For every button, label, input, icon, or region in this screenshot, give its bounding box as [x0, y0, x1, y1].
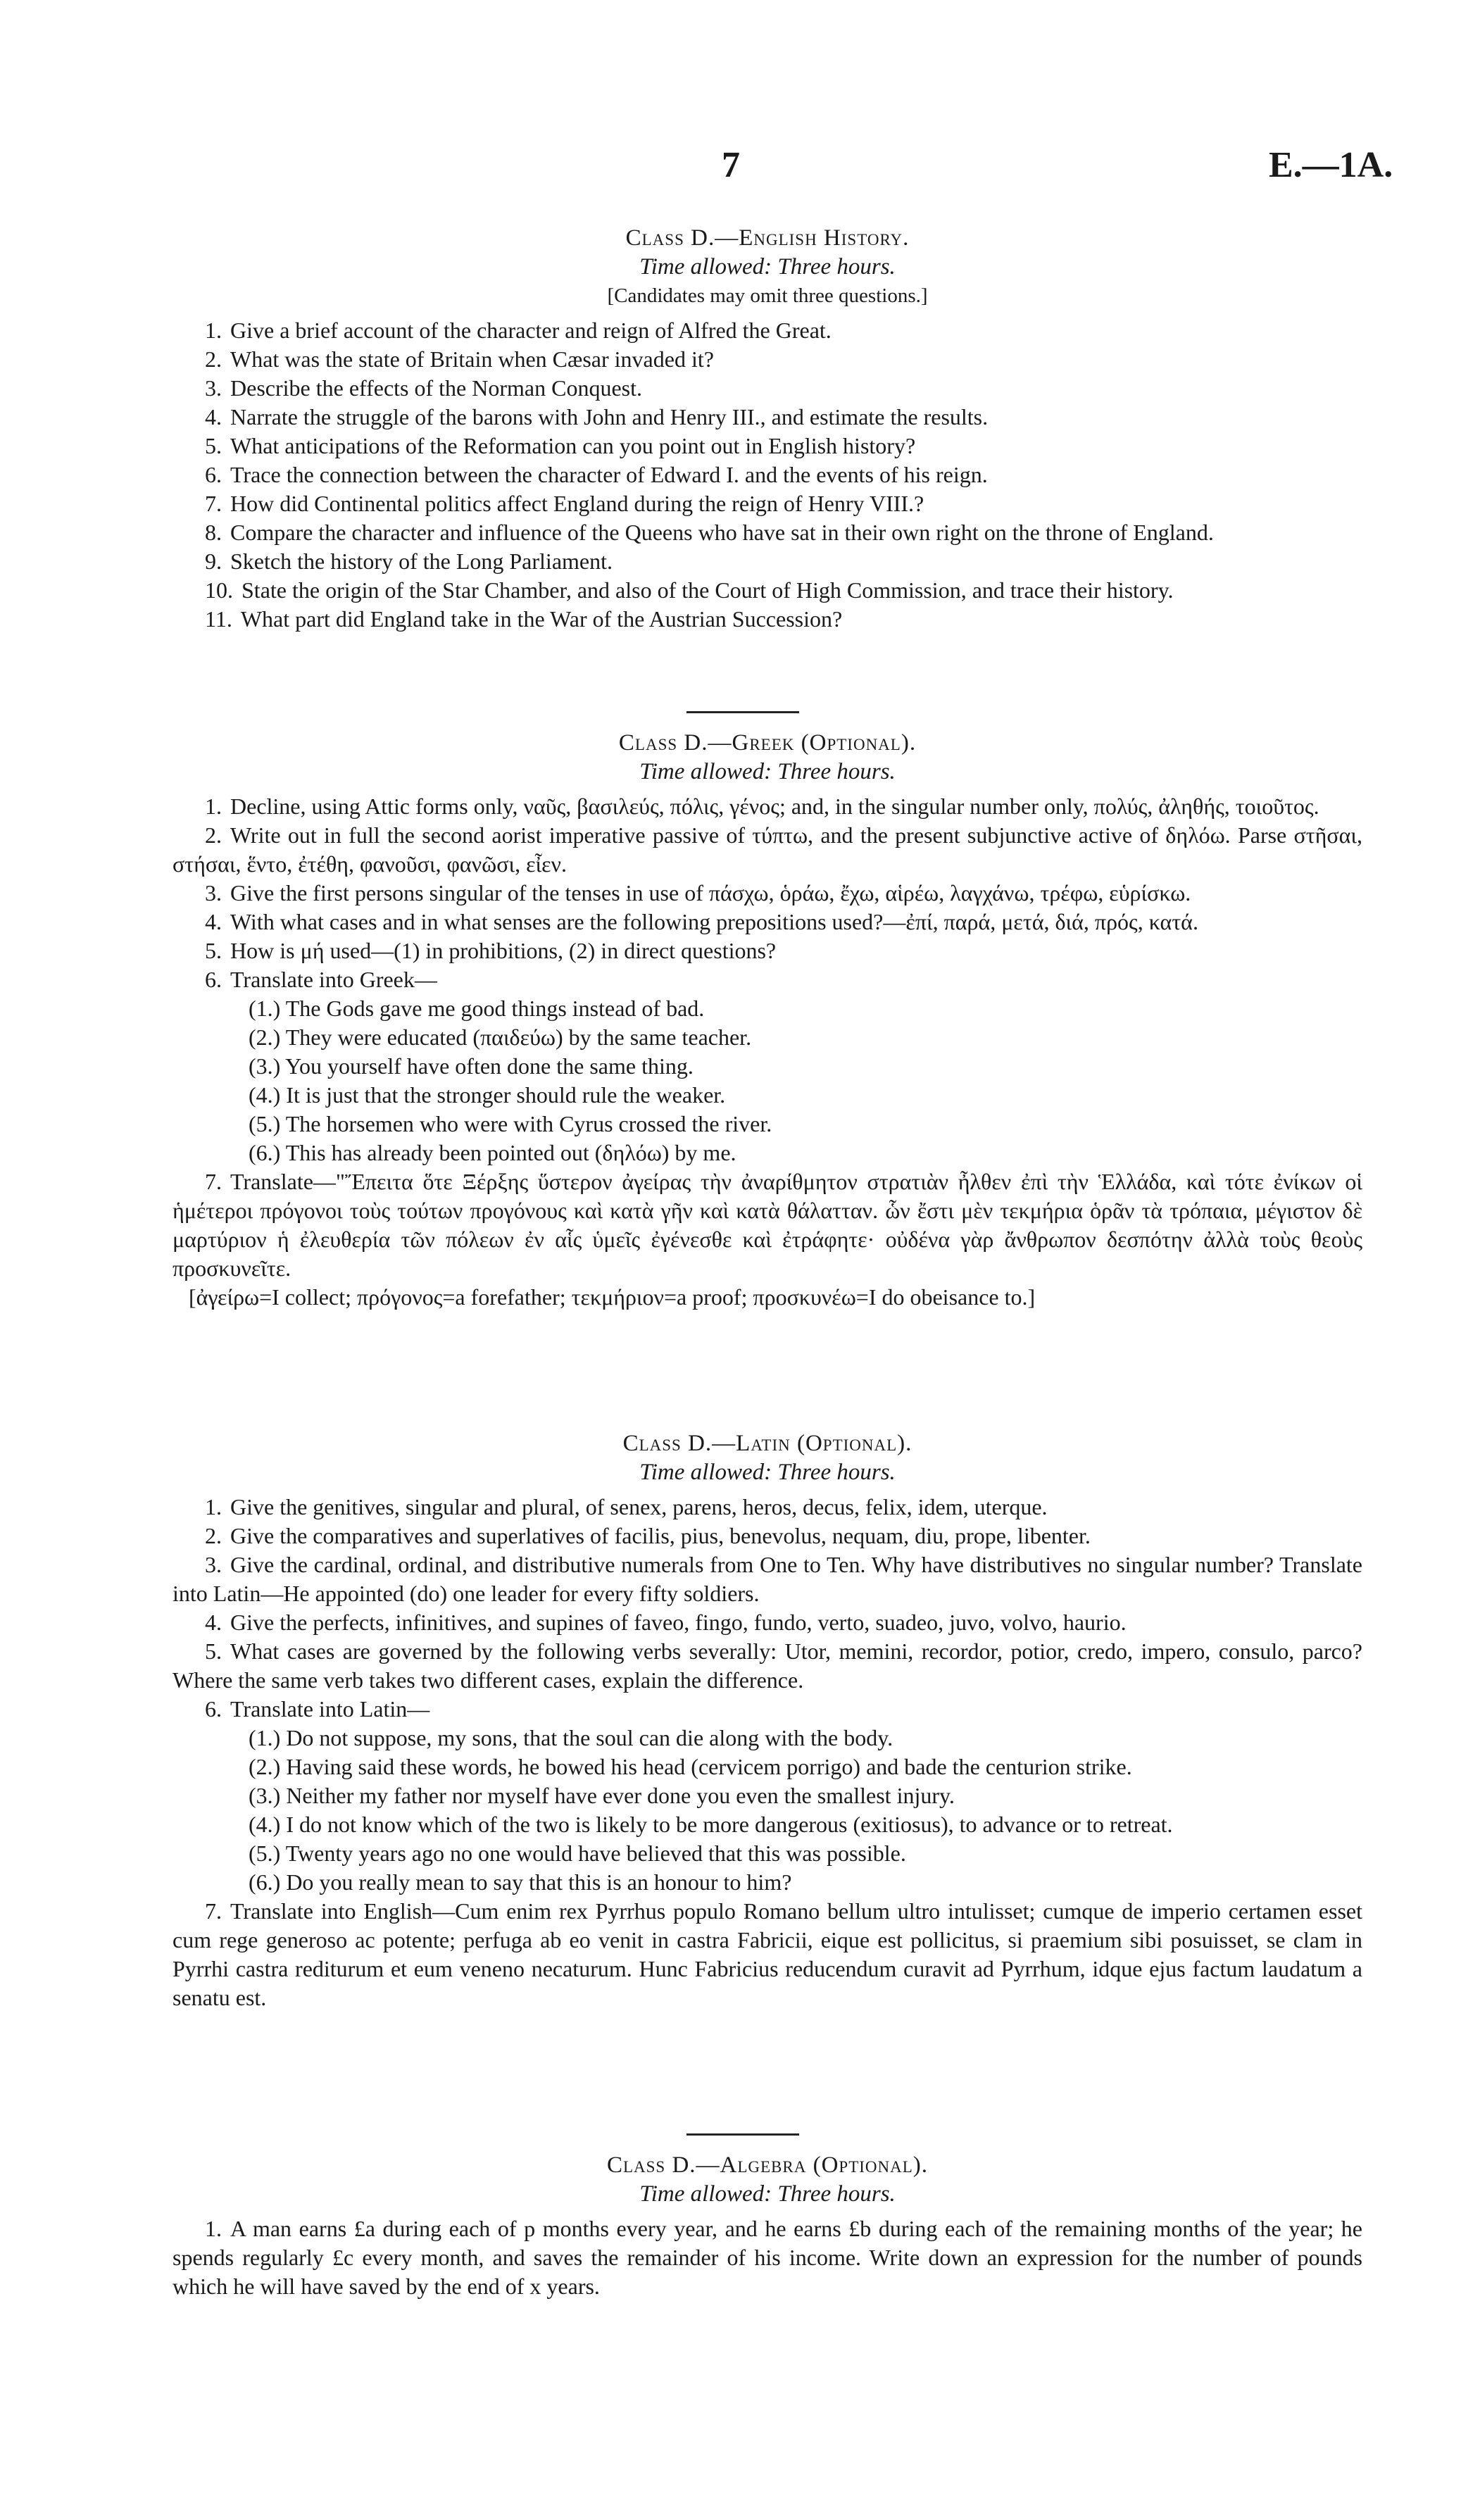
english-history-section	[173, 224, 1362, 634]
question-text: Give the cardinal, ordinal, and distributive numerals from One to Ten. Why have distributives no singular number? Translate into Latin—He appointed (do) one leader for every fifty soldiers.	[173, 1552, 1362, 1606]
question-text: State the origin of the Star Chamber, and also of the Court of High Commission, and trace their history.	[242, 577, 1174, 603]
question-number: 1.	[205, 794, 222, 819]
question-text: Give the perfects, infinitives, and supines of faveo, fingo, fundo, verto, suadeo, juvo, volvo, haurio.	[230, 1610, 1127, 1635]
question-number: 4.	[205, 404, 222, 430]
question-text: Give the genitives, singular and plural, of senex, parens, heros, decus, felix, idem, uterque.	[230, 1494, 1048, 1519]
sub-question-number: (4.)	[249, 1812, 281, 1837]
sub-question-number: (1.)	[249, 996, 281, 1021]
sub-question-text: Neither my father nor myself have ever done you even the smallest injury.	[286, 1783, 955, 1808]
question-text: A man earns £a during each of p months every year, and he earns £b during each of the remaining months of the year; he spends regularly £c every month, and saves the remainder of his income. Write down an expression for the number of pounds which he will have saved by the end of x years.	[173, 2216, 1362, 2299]
sub-question-number: (1.)	[249, 1725, 281, 1750]
latin-time: Time allowed: Three hours.	[639, 1460, 896, 1485]
sub-question-text: I do not know which of the two is likely to be more dangerous (exitiosus), to advance or to retreat.	[286, 1812, 1173, 1837]
question-number: 5.	[205, 938, 222, 963]
sub-question	[249, 1110, 1362, 1139]
vocabulary-gloss: [ἀγείρω=I collect; πρόγονος=a forefather; τεκμήριον=a proof; προσκυνέω=I do obeisance to.]	[189, 1284, 1036, 1310]
question-number: 1.	[205, 318, 222, 343]
question	[173, 1493, 1362, 1522]
sub-question-text: It is just that the stronger should rule the weaker.	[286, 1082, 726, 1108]
question	[173, 2214, 1362, 2301]
sub-question-number: (6.)	[249, 1140, 281, 1165]
section-divider	[686, 711, 799, 713]
question	[173, 1637, 1362, 1695]
sub-question	[249, 1839, 1362, 1868]
question-number: 3.	[205, 375, 222, 401]
latin-title: Class D.—Latin (Optional).	[622, 1431, 913, 1456]
greek-time: Time allowed: Three hours.	[639, 759, 896, 784]
question-number: 1.	[205, 1494, 222, 1519]
question	[173, 460, 1362, 489]
question	[173, 1897, 1362, 2012]
question-text: Decline, using Attic forms only, ναῦς, βασιλεύς, πόλις, γένος; and, in the singular number only, πολύς, ἀληθής, τοιοῦτος.	[230, 794, 1319, 819]
sub-question-number: (6.)	[249, 1869, 281, 1895]
question	[173, 403, 1362, 432]
sub-question-number: (5.)	[249, 1111, 281, 1136]
question	[173, 908, 1362, 936]
sub-question-number: (4.)	[249, 1082, 281, 1108]
sub-question-text: The horsemen who were with Cyrus crossed the river.	[285, 1111, 772, 1136]
question-text: How did Continental politics affect England during the reign of Henry VIII.?	[230, 491, 924, 516]
sub-question-text: Having said these words, he bowed his head (cervicem porrigo) and bade the centurion strike.	[286, 1754, 1132, 1779]
question-text: Trace the connection between the character of Edward I. and the events of his reign.	[230, 462, 988, 487]
question	[173, 518, 1362, 547]
algebra-section	[173, 2151, 1362, 2301]
page-reference: E.—1A.	[1269, 145, 1393, 185]
section-divider	[686, 2133, 799, 2136]
sub-question	[249, 1810, 1362, 1839]
sub-question	[249, 1781, 1362, 1810]
question-text: How is μή used—(1) in prohibitions, (2) in direct questions?	[230, 938, 777, 963]
question-text: Sketch the history of the Long Parliament.	[230, 548, 613, 574]
question-number: 2.	[205, 1523, 222, 1548]
sub-question	[249, 1753, 1362, 1781]
question-text: Translate into English—Cum enim rex Pyrrhus populo Romano bellum ultro intulisset; cumque de imperio certamen esset cum rege generoso ac potente; perfuga ab eo venit in castra Fabricii, eique est pollicitus, si praemium sibi posuisset, se clam in Pyrrhi castra rediturum et eum veneno necaturum. Hunc Fabricius reducendum curavit ad Pyrrhum, idque ejus factum laudatum a senatu est.	[173, 1898, 1362, 2010]
question	[173, 1608, 1362, 1637]
question-text: Translate into Greek—	[230, 967, 437, 992]
page-number: 7	[722, 145, 740, 185]
sub-question-number: (2.)	[249, 1754, 281, 1779]
question-text: With what cases and in what senses are the following prepositions used?—ἐπί, παρά, μετά, διά, πρός, κατά.	[230, 909, 1198, 934]
sub-question	[249, 1868, 1362, 1897]
question-number: 2.	[205, 822, 222, 848]
question	[173, 1550, 1362, 1608]
sub-question	[249, 994, 1362, 1023]
sub-question	[249, 1724, 1362, 1753]
question-number: 5.	[205, 1638, 222, 1664]
sub-question-number: (3.)	[249, 1783, 281, 1808]
sub-question-number: (5.)	[249, 1841, 281, 1866]
question-number: 8.	[205, 520, 222, 545]
question-number: 7.	[205, 1169, 222, 1194]
sub-question-number: (3.)	[249, 1053, 281, 1079]
question	[173, 374, 1362, 403]
question	[173, 879, 1362, 908]
question	[173, 489, 1362, 518]
question-text: Write out in full the second aorist imperative passive of τύπτω, and the present subjunctive active of δηλόω. Parse στῆσαι, στήσαι, ἕντο, ἐτέθη, φανοῦσι, φανῶσι, εἶεν.	[173, 822, 1363, 877]
question	[173, 1167, 1362, 1283]
latin-section	[173, 1429, 1362, 2012]
question-text: What part did England take in the War of the Austrian Succession?	[240, 606, 843, 632]
question-number: 3.	[205, 880, 222, 905]
question	[173, 345, 1362, 374]
sub-question-text: They were educated (παιδεύω) by the same teacher.	[285, 1024, 752, 1050]
sub-question	[249, 1081, 1362, 1110]
sub-question-text: The Gods gave me good things instead of bad.	[285, 996, 705, 1021]
sub-question	[249, 1139, 1362, 1167]
sub-question-text: Do you really mean to say that this is an honour to him?	[286, 1869, 792, 1895]
question-text: Give the comparatives and superlatives of facilis, pius, benevolus, nequam, diu, prope, libenter.	[230, 1523, 1091, 1548]
question-text: Compare the character and influence of the Queens who have sat in their own right on the throne of England.	[230, 520, 1214, 545]
algebra-title: Class D.—Algebra (Optional).	[606, 2152, 929, 2178]
question-number: 6.	[205, 462, 222, 487]
question-number: 10.	[205, 577, 233, 603]
question	[173, 576, 1362, 605]
greek-title: Class D.—Greek (Optional).	[618, 730, 917, 756]
question-number: 4.	[205, 909, 222, 934]
question-text: Give a brief account of the character and reign of Alfred the Great.	[230, 318, 832, 343]
question-text: What anticipations of the Reformation can you point out in English history?	[230, 433, 916, 458]
sub-question-text: Twenty years ago no one would have believed that this was possible.	[285, 1841, 906, 1866]
question-number: 6.	[205, 1696, 222, 1722]
question-number: 1.	[205, 2216, 222, 2241]
english-history-title: Class D.—English History.	[625, 225, 910, 251]
question	[173, 1695, 1362, 1724]
question-number: 11.	[205, 606, 232, 632]
question-text: Translate into Latin—	[230, 1696, 430, 1722]
english-history-note: [Candidates may omit three questions.]	[607, 284, 928, 307]
question-text: Narrate the struggle of the barons with John and Henry III., and estimate the results.	[230, 404, 989, 430]
question-text: Describe the effects of the Norman Conquest.	[230, 375, 642, 401]
greek-section	[173, 729, 1362, 1312]
algebra-time: Time allowed: Three hours.	[639, 2181, 896, 2207]
question-text: What was the state of Britain when Cæsar invaded it?	[230, 346, 714, 372]
question	[173, 432, 1362, 460]
question-number: 6.	[205, 967, 222, 992]
question	[173, 792, 1362, 821]
question	[173, 821, 1362, 879]
question	[173, 316, 1362, 345]
english-history-time: Time allowed: Three hours.	[639, 254, 896, 280]
question	[173, 605, 1362, 634]
sub-question-text: Do not suppose, my sons, that the soul can die along with the body.	[286, 1725, 893, 1750]
question-number: 4.	[205, 1610, 222, 1635]
sub-question	[249, 1052, 1362, 1081]
sub-question-text: You yourself have often done the same thing.	[285, 1053, 694, 1079]
question	[173, 547, 1362, 576]
question-text: What cases are governed by the following verbs severally: Utor, memini, recordor, potior, credo, impero, consulo, parco? Where the same verb takes two different cases, explain the difference.	[173, 1638, 1362, 1693]
question-number: 2.	[205, 346, 222, 372]
question-number: 9.	[205, 548, 222, 574]
sub-question-text: This has already been pointed out (δηλόω) by me.	[285, 1140, 736, 1165]
question	[173, 965, 1362, 994]
sub-question	[249, 1023, 1362, 1052]
question-text: Translate—"Ἔπειτα ὅτε Ξέρξης ὕστερον ἀγείρας τὴν ἀναρίθμητον στρατιὰν ἦλθεν ἐπὶ τὴν Ἑλλάδα, καὶ τότε ἐνίκων οἱ ἡμέτεροι πρόγονοι τοὺς τούτων προγόνους καὶ κατὰ γῆν καὶ κατὰ θάλατταν. ὧν ἔστι μὲν τεκμήρια ὁρᾶν τὰ τρόπαια, μέγιστον δὲ μαρτύριον ἡ ἐλευθερία τῶν πόλεων ἐν αἷς ὑμεῖς ἐγένεσθε καὶ ἐτράφητε· οὐδένα γὰρ ἄνθρωπον δεσπότην ἀλλὰ τοὺς θεοὺς προσκυνεῖτε.	[173, 1169, 1362, 1281]
question	[173, 1522, 1362, 1550]
question-number: 3.	[205, 1552, 222, 1577]
sub-question-number: (2.)	[249, 1024, 281, 1050]
question-number: 5.	[205, 433, 222, 458]
question-text: Give the first persons singular of the tenses in use of πάσχω, ὁράω, ἔχω, αἱρέω, λαγχάνω, τρέφω, εὑρίσκω.	[230, 880, 1191, 905]
question-number: 7.	[205, 491, 222, 516]
question	[173, 936, 1362, 965]
question-number: 7.	[205, 1898, 222, 1924]
